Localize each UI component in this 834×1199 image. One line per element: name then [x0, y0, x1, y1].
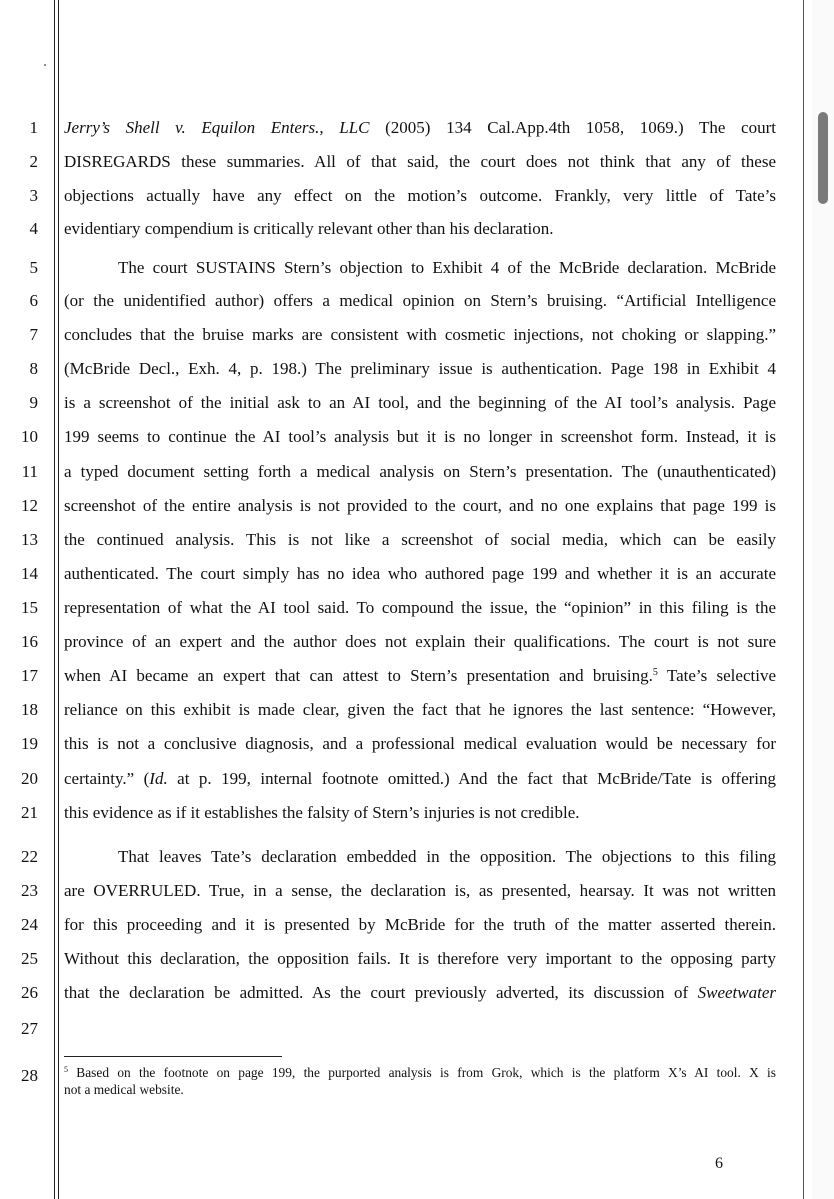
line-text: concludes that the bruise marks are consistent with cosmetic injections, not choking or slapping.” [64, 325, 776, 344]
line-number: 18 [21, 700, 38, 719]
line-number: 13 [21, 530, 38, 549]
line-text: (or the unidentified author) offers a medical opinion on Stern’s bruising. “Artificial Intelligence [64, 291, 776, 310]
text-line [64, 700, 776, 720]
footnote-text: Based on the footnote on page 199, the purported analysis is from Grok, which is the platform X’s AI tool. X is [68, 1065, 776, 1080]
line-number: 15 [21, 598, 38, 617]
text-line [64, 462, 776, 482]
line-number: 8 [29, 359, 38, 378]
text-line [64, 847, 776, 867]
line-number: 14 [21, 564, 38, 583]
line-number: 23 [21, 881, 38, 900]
line-text: Without this declaration, the opposition fails. It is therefore very important to the opposing party [64, 949, 776, 968]
line-text: are OVERRULED. True, in a sense, the declaration is, as presented, hearsay. It was not written [64, 881, 776, 900]
line-text: reliance on this exhibit is made clear, given the fact that he ignores the last sentence: “However, [64, 700, 776, 719]
footnote-line-2: not a medical website. [64, 1082, 184, 1097]
text-line [64, 983, 776, 1003]
text-line [64, 152, 776, 172]
line-text: DISREGARDS these summaries. All of that said, the court does not think that any of these [64, 152, 776, 171]
text-line [64, 258, 776, 278]
line-text: The court SUSTAINS Stern’s objection to Exhibit 4 of the McBride declaration. McBride [118, 258, 776, 277]
line-text: this evidence as if it establishes the falsity of Stern’s injuries is not credible. [64, 803, 580, 822]
line-text: evidentiary compendium is critically relevant other than his declaration. [64, 219, 554, 238]
line-number: 11 [21, 462, 38, 481]
line-text: this is not a conclusive diagnosis, and a professional medical evaluation would be necessary for [64, 734, 776, 753]
text-line [64, 803, 776, 823]
scrollbar-thumb[interactable] [818, 112, 828, 204]
line-text: province of an expert and the author does not explain their qualifications. The court is not sure [64, 632, 776, 651]
line-text: certainty.” ( [64, 769, 150, 788]
line-text-continued: Tate’s selective [657, 666, 776, 685]
line-text: for this proceeding and it is presented by McBride for the truth of the matter asserted therein. [64, 915, 776, 934]
line-number: 25 [21, 949, 38, 968]
text-line [64, 881, 776, 901]
line-number: 26 [21, 983, 38, 1002]
line-text: authenticated. The court simply has no idea who authored page 199 and whether it is an accurate [64, 564, 776, 583]
text-line [64, 118, 776, 138]
line-text: the continued analysis. This is not like a screenshot of social media, which can be easily [64, 530, 776, 549]
footnote-line-1 [64, 1064, 776, 1081]
case-citation: Jerry’s Shell v. Equilon Enters., LLC [64, 118, 370, 137]
text-line [64, 769, 776, 789]
text-line [64, 496, 776, 516]
page-number: 6 [715, 1155, 723, 1172]
line-text: a typed document setting forth a medical analysis on Stern’s presentation. The (unauthenticated) [64, 462, 776, 481]
line-number: 3 [29, 186, 38, 205]
line-number: 5 [29, 258, 38, 277]
text-line [64, 666, 776, 686]
line-number: 24 [21, 915, 38, 934]
text-line [64, 219, 776, 239]
line-number: 20 [21, 769, 38, 788]
line-number: 27 [21, 1019, 38, 1038]
line-number: 6 [29, 291, 38, 310]
left-margin-rule [54, 0, 55, 1199]
line-number: 16 [21, 632, 38, 651]
text-line [64, 186, 776, 206]
text-line [64, 598, 776, 618]
right-margin-rule [803, 0, 804, 1199]
line-number: 12 [21, 496, 38, 515]
footnote-mark: 5 [64, 1065, 68, 1074]
line-number: 17 [21, 666, 38, 685]
footnote-reference[interactable]: 5 [652, 667, 658, 678]
left-margin-rule-inner [58, 0, 59, 1199]
line-text: That leaves Tate’s declaration embedded in the opposition. The objections to this filing [118, 847, 776, 866]
text-line [64, 530, 776, 550]
line-number: 19 [21, 734, 38, 753]
line-number: 2 [29, 152, 38, 171]
line-number-column [0, 0, 48, 1199]
line-number: 7 [29, 325, 38, 344]
line-number: 21 [21, 803, 38, 822]
line-text: (McBride Decl., Exh. 4, p. 198.) The preliminary issue is authentication. Page 198 in Exhibit 4 [64, 359, 776, 378]
text-line [64, 325, 776, 345]
footnote-separator [64, 1056, 282, 1057]
text-line [64, 427, 776, 447]
line-text: objections actually have any effect on the motion’s outcome. Frankly, very little of Tate’s [64, 186, 776, 205]
text-line [64, 359, 776, 379]
text-line [64, 949, 776, 969]
citation-italic: Id. [149, 769, 168, 788]
text-line [64, 291, 776, 311]
case-citation: Sweetwater [697, 983, 776, 1002]
line-number: 9 [29, 393, 38, 412]
line-text-continued: at p. 199, internal footnote omitted.) And the fact that McBride/Tate is offering [167, 769, 776, 788]
text-line [64, 734, 776, 754]
line-text: (2005) 134 Cal.App.4th 1058, 1069.) The court [369, 118, 776, 137]
line-text: is a screenshot of the initial ask to an AI tool, and the beginning of the AI tool’s analysis. Page [64, 393, 776, 412]
line-text: when AI became an expert that can attest to Stern’s presentation and bruising. [64, 666, 653, 685]
line-number: 4 [29, 219, 38, 238]
line-text: screenshot of the entire analysis is not provided to the court, and no one explains that page 199 is [64, 496, 776, 515]
line-number: 1 [29, 118, 38, 137]
line-text: 199 seems to continue the AI tool’s analysis but it is no longer in screenshot form. Instead, it is [64, 427, 776, 446]
line-number: 28 [21, 1066, 38, 1085]
text-line [64, 393, 776, 413]
text-line [64, 632, 776, 652]
text-line [64, 564, 776, 584]
line-number: 10 [21, 427, 38, 446]
line-number: 22 [21, 847, 38, 866]
text-line [64, 915, 776, 935]
line-text: representation of what the AI tool said. To compound the issue, the “opinion” in this filing is the [64, 598, 776, 617]
line-text: that the declaration be admitted. As the court previously adverted, its discussion of [64, 983, 698, 1002]
